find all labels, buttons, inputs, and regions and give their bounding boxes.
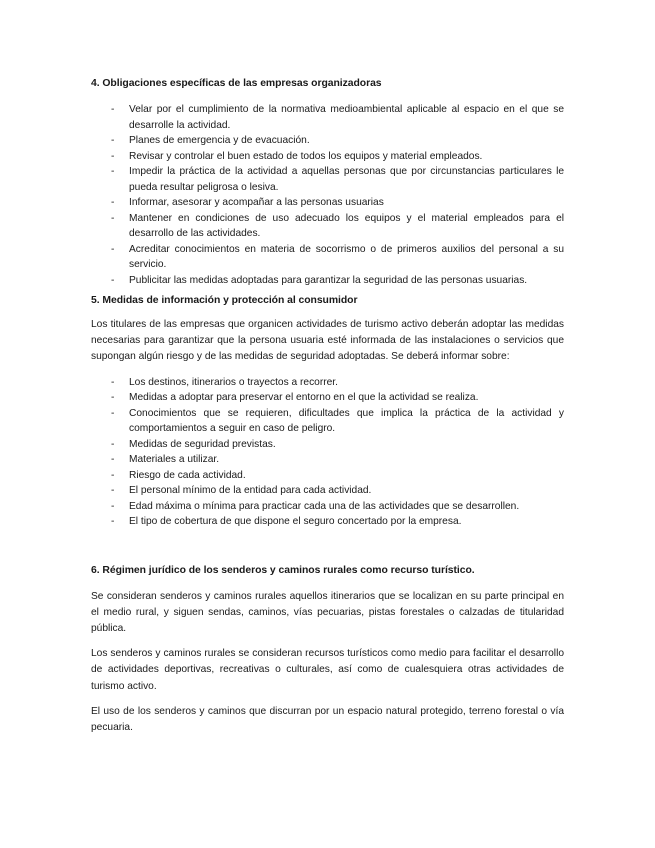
section-6-paragraph: Se consideran senderos y caminos rurales aquellos itinerarios que se localizan en su parte principal en el medio rural, y siguen sendas, caminos, vías pecuarias, pistas forestales o calzadas de titularidad pública. bbox=[91, 590, 564, 635]
section-4-title: 4. Obligaciones específicas de las empresas organizadoras bbox=[91, 78, 382, 89]
list-item bbox=[91, 390, 564, 406]
bullet-dash: - bbox=[111, 407, 115, 419]
bullet-dash: - bbox=[111, 135, 115, 146]
list-item-text: Revisar y controlar el buen estado de todos los equipos y material empleados. bbox=[129, 150, 483, 162]
bullet-dash: - bbox=[111, 212, 115, 224]
list-item-text: Informar, asesorar y acompañar a las personas usuarias bbox=[129, 197, 384, 208]
list-item bbox=[91, 211, 564, 242]
list-item-text: Mantener en condiciones de uso adecuado los equipos y el material empleados para el desarrollo de las actividades. bbox=[129, 212, 564, 239]
list-item-text: Conocimientos que se requieren, dificultades que implica la práctica de la actividad y comportamientos a seguir en caso de peligro. bbox=[129, 407, 564, 435]
list-item bbox=[91, 468, 564, 484]
bullet-dash: - bbox=[111, 438, 115, 450]
list-item-text: El personal mínimo de la entidad para cada actividad. bbox=[129, 485, 372, 497]
list-item-text: Publicitar las medidas adoptadas para garantizar la seguridad de las personas usuarias. bbox=[129, 274, 528, 286]
section-4-list bbox=[91, 102, 564, 288]
list-item bbox=[91, 437, 564, 453]
list-item bbox=[91, 273, 564, 289]
bullet-dash: - bbox=[111, 197, 115, 208]
section-5-title: 5. Medidas de información y protección al consumidor bbox=[91, 295, 358, 306]
list-item-text: Medidas de seguridad previstas. bbox=[129, 438, 276, 450]
list-item bbox=[91, 375, 564, 391]
list-item-text: Acreditar conocimientos en materia de socorrismo o de primeros auxilios del personal a su servicio. bbox=[129, 243, 564, 270]
section-5-intro: Los titulares de las empresas que organicen actividades de turismo activo deberán adoptar las medidas necesarias para garantizar que la persona usuaria esté informada de las instalaciones o servicios que supongan algún riesgo y de las medidas de seguridad adoptadas. Se deberá informar sobre: bbox=[91, 319, 564, 363]
bullet-dash: - bbox=[111, 392, 115, 404]
bullet-dash: - bbox=[111, 500, 115, 512]
bullet-dash: - bbox=[111, 274, 115, 286]
bullet-dash: - bbox=[111, 485, 115, 497]
list-item-text: Los destinos, itinerarios o trayectos a recorrer. bbox=[129, 376, 338, 388]
section-6-title: 6. Régimen jurídico de los senderos y caminos rurales como recurso turístico. bbox=[91, 564, 475, 576]
list-item bbox=[91, 483, 564, 499]
bullet-dash: - bbox=[111, 469, 115, 481]
list-item bbox=[91, 195, 564, 211]
list-item-text: El tipo de cobertura de que dispone el seguro concertado por la empresa. bbox=[129, 516, 462, 528]
bullet-dash: - bbox=[111, 166, 115, 177]
list-item bbox=[91, 164, 564, 195]
bullet-dash: - bbox=[111, 104, 115, 115]
bullet-dash: - bbox=[111, 243, 115, 255]
bullet-dash: - bbox=[111, 376, 115, 388]
section-6-paragraph: El uso de los senderos y caminos que discurran por un espacio natural protegido, terreno forestal o vía pecuaria. bbox=[91, 705, 564, 734]
document-page bbox=[91, 70, 564, 736]
list-item bbox=[91, 499, 564, 515]
list-item-text: Impedir la práctica de la actividad a aquellas personas que por circunstancias particulares le pueda resultar peligrosa o lesiva. bbox=[129, 166, 564, 193]
list-item-text: Medidas a adoptar para preservar el entorno en el que la actividad se realiza. bbox=[129, 392, 479, 404]
list-item-text: Velar por el cumplimiento de la normativa medioambiental aplicable al espacio en el que se desarrolle la actividad. bbox=[129, 104, 564, 131]
list-item-text: Edad máxima o mínima para practicar cada una de las actividades que se desarrollen. bbox=[129, 500, 520, 512]
list-item-text: Planes de emergencia y de evacuación. bbox=[129, 135, 310, 146]
list-item bbox=[91, 242, 564, 273]
list-item bbox=[91, 149, 564, 165]
list-item-text: Riesgo de cada actividad. bbox=[129, 469, 246, 481]
list-item-text: Materiales a utilizar. bbox=[129, 454, 220, 466]
list-item bbox=[91, 102, 564, 133]
section-6-paragraph: Los senderos y caminos rurales se consideran recursos turísticos como medio para facilitar el desarrollo de actividades deportivas, recreativas o culturales, así como de cualesquiera otras actividades de turismo activo. bbox=[91, 648, 564, 692]
list-item bbox=[91, 514, 564, 530]
bullet-dash: - bbox=[111, 516, 115, 528]
list-item bbox=[91, 452, 564, 468]
section-5-list bbox=[91, 375, 564, 530]
list-item bbox=[91, 406, 564, 437]
list-item bbox=[91, 133, 564, 149]
bullet-dash: - bbox=[111, 150, 115, 162]
bullet-dash: - bbox=[111, 454, 115, 466]
